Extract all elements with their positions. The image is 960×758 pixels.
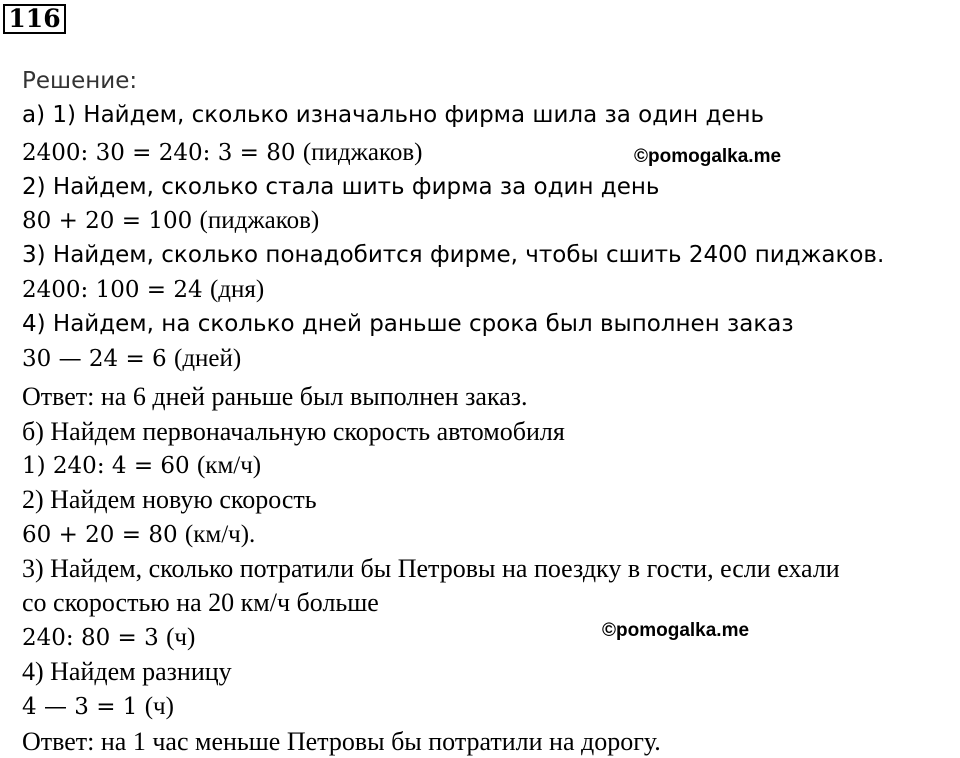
text-line: 3) Найдем, сколько понадобится фирме, чтобы сшить 2400 пиджаков. bbox=[22, 242, 885, 268]
equation-line bbox=[22, 520, 255, 550]
text-line: б) Найдем первоначальную скорость автомобиля bbox=[22, 417, 565, 446]
text-line: 4) Найдем, на сколько дней раньше срока был выполнен заказ bbox=[22, 311, 794, 337]
answer-line: Ответ: на 1 час меньше Петровы бы потратили на дорогу. bbox=[22, 727, 661, 756]
unit: (км/ч) bbox=[196, 452, 262, 479]
watermark: ©pomogalka.me bbox=[634, 146, 782, 167]
text-line: 2) Найдем новую скорость bbox=[22, 485, 317, 514]
text-line: 3) Найдем, сколько потратили бы Петровы на поездку в гости, если ехали bbox=[22, 554, 840, 583]
equation: 2400: 30 = 240: 3 = 80 bbox=[22, 140, 296, 166]
text-line: а) 1) Найдем, сколько изначально фирма шила за один день bbox=[22, 102, 765, 128]
solution-heading: Решение: bbox=[22, 68, 138, 94]
equation: 80 + 20 = 100 bbox=[22, 208, 193, 234]
text-line: со скоростью на 20 км/ч больше bbox=[22, 588, 379, 617]
equation-line bbox=[22, 692, 174, 722]
problem-number: 116 bbox=[3, 4, 66, 34]
equation-line bbox=[22, 206, 319, 236]
equation-line bbox=[22, 138, 423, 168]
equation-line bbox=[22, 344, 241, 374]
equation-line bbox=[22, 275, 264, 305]
unit: (пиджаков) bbox=[199, 207, 320, 234]
unit: (ч) bbox=[166, 624, 196, 651]
unit: (ч) bbox=[144, 693, 174, 720]
answer-line: Ответ: на 6 дней раньше был выполнен заказ. bbox=[22, 382, 528, 411]
equation: 60 + 20 = 80 bbox=[22, 522, 178, 548]
text-line: 4) Найдем разницу bbox=[22, 657, 232, 686]
equation: 2400: 100 = 24 bbox=[22, 277, 203, 303]
equation-line bbox=[22, 451, 261, 481]
text-line: 2) Найдем, сколько стала шить фирма за один день bbox=[22, 174, 660, 200]
equation: 30 — 24 = 6 bbox=[22, 346, 167, 372]
unit: (дня) bbox=[209, 276, 265, 303]
equation: 4 — 3 = 1 bbox=[22, 694, 138, 720]
equation-line bbox=[22, 623, 195, 653]
equation: 240: 80 = 3 bbox=[22, 625, 159, 651]
unit: (пиджаков) bbox=[302, 139, 423, 166]
unit: (км/ч). bbox=[184, 521, 256, 548]
unit: (дней) bbox=[174, 345, 242, 372]
equation: 1) 240: 4 = 60 bbox=[22, 453, 190, 479]
watermark: ©pomogalka.me bbox=[602, 620, 750, 641]
